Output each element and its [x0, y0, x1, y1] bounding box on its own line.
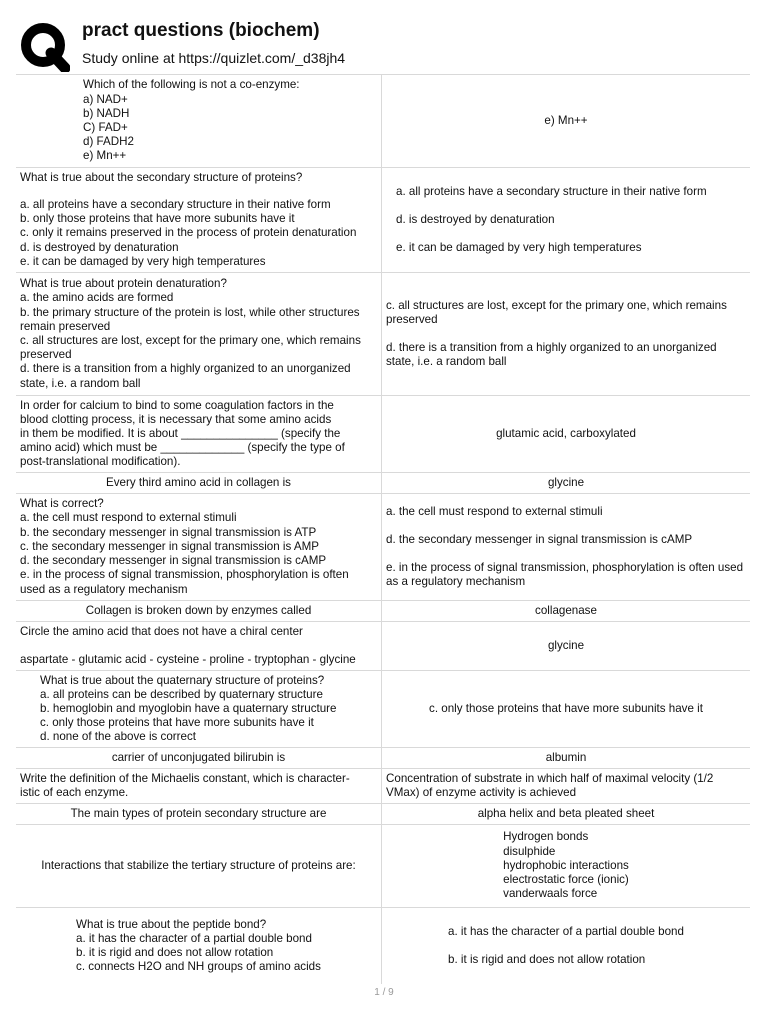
definition-line: a. the cell must respond to external stimuli [386, 504, 603, 518]
term-line: c. only those proteins that have more subunits have it [40, 716, 314, 730]
term-line: amino acid) which must be _____________ (specify the type of [20, 441, 345, 455]
card-definition [382, 494, 750, 600]
term-line: Collagen is broken down by enzymes called [85, 603, 312, 617]
card-term [16, 671, 382, 747]
card-row [16, 622, 750, 671]
card-term [16, 804, 382, 824]
page-number: 1 / 9 [374, 987, 394, 998]
definition-line: e. it can be damaged by very high temperatures [396, 241, 642, 255]
term-line: d. there is a transition from a highly organized to an unorganized state, i.e. a random ball [20, 362, 351, 390]
definition-line: a. it has the character of a partial double bond [448, 924, 684, 938]
set-url: Study online at https://quizlet.com/_d38jh4 [82, 50, 346, 66]
term-line: b. only those proteins that have more subunits have it [20, 212, 295, 226]
card-row [16, 494, 750, 601]
term-line: a. all proteins have a secondary structure in their native form [20, 197, 331, 211]
card-row [16, 473, 750, 494]
definition-line: d. the secondary messenger in signal transmission is cAMP [386, 532, 693, 546]
definition-line: a. all proteins have a secondary structure in their native form [396, 184, 707, 198]
card-row [16, 804, 750, 825]
card-row [16, 168, 750, 273]
term-line: b. hemoglobin and myoglobin have a quaternary structure [40, 701, 337, 715]
card-row [16, 671, 750, 748]
card-term [16, 396, 382, 472]
term-line: Which of the following is not a co-enzyme: [83, 78, 300, 92]
definition-line: e. in the process of signal transmission, phosphorylation is often used as a regulatory mechanism [386, 561, 744, 589]
definition-line: c. only those proteins that have more subunits have it [429, 701, 703, 715]
term-line: a. the amino acids are formed [20, 291, 174, 305]
term-line: istic of each enzyme. [20, 786, 129, 799]
definition-line: glycine [547, 475, 585, 489]
card-definition [382, 396, 750, 472]
term-line: a. the cell must respond to external stimuli [20, 511, 237, 525]
term-line: The main types of protein secondary structure are [70, 806, 327, 820]
term-line: blood clotting process, it is necessary that some amino acids [20, 412, 332, 426]
definition-line: Hydrogen bonds [503, 830, 589, 844]
card-term [16, 273, 382, 395]
definition-line: disulphide [503, 844, 556, 858]
term-line: What is true about the peptide bond? [76, 917, 267, 931]
card-term [16, 473, 382, 493]
definition-line: VMax) of enzyme activity is achieved [386, 786, 577, 799]
definition-line: Concentration of substrate in which half of maximal velocity (1/2 [386, 771, 714, 785]
term-line: What is true about the quaternary structure of proteins? [40, 673, 325, 687]
page-header [18, 18, 758, 72]
term-line: b) NADH [83, 106, 130, 120]
card-row [16, 396, 750, 473]
card-term [16, 748, 382, 768]
card-term [16, 622, 382, 670]
card-term [16, 825, 382, 907]
term-line: in them be modified. It is about _______________ (specify the [20, 426, 341, 440]
card-definition [382, 75, 750, 167]
card-definition [382, 671, 750, 747]
definition-line: d. is destroyed by denaturation [396, 212, 555, 226]
term-line: d. none of the above is correct [40, 730, 196, 744]
term-line: Every third amino acid in collagen is [106, 475, 291, 489]
term-line: e. in the process of signal transmission, phosphorylation is often used as a regulatory mechanism [20, 568, 349, 596]
card-row [16, 273, 750, 396]
card-row [16, 748, 750, 769]
definition-line: albumin [545, 750, 587, 764]
card-definition [382, 168, 750, 272]
card-row [16, 769, 750, 804]
term-line: d) FADH2 [83, 135, 134, 149]
definition-line: alpha helix and beta pleated sheet [477, 806, 655, 820]
term-line: a) NAD+ [83, 92, 128, 106]
term-line: c. only it remains preserved in the process of protein denaturation [20, 226, 357, 240]
definition-line: c. all structures are lost, except for the primary one, which remains preserved [386, 298, 727, 326]
term-line: C) FAD+ [83, 121, 128, 134]
term-line: What is true about protein denaturation? [20, 277, 227, 291]
definition-line: glutamic acid, carboxylated [496, 426, 636, 440]
term-line: b. the primary structure of the protein is lost, while other structures remain preserved [20, 305, 360, 333]
card-definition [382, 804, 750, 824]
term-line: What is true about the secondary structure of proteins? [20, 171, 303, 184]
card-definition [382, 748, 750, 768]
definition-line: hydrophobic interactions [503, 858, 629, 872]
card-term [16, 75, 382, 167]
term-line: aspartate - glutamic acid - cysteine - proline - tryptophan - glycine [20, 652, 356, 666]
card-definition [382, 769, 750, 803]
definition-line: d. there is a transition from a highly organized to an unorganized state, i.e. a random ball [386, 341, 717, 369]
definition-line: collagenase [535, 603, 597, 617]
definition-line: electrostatic force (ionic) [503, 873, 629, 887]
definition-line: glycine [547, 638, 585, 652]
card-definition [382, 825, 750, 907]
card-term [16, 908, 382, 984]
quizlet-logo-icon [18, 20, 70, 72]
definition-line: e) Mn++ [544, 113, 588, 127]
term-line: a. all proteins can be described by quaternary structure [40, 687, 323, 701]
card-term [16, 769, 382, 803]
term-line: e) Mn++ [83, 149, 127, 163]
card-row [16, 75, 750, 168]
term-line: Write the definition of the Michaelis constant, which is character- [20, 771, 350, 785]
card-row [16, 825, 750, 908]
flashcard-table [16, 74, 750, 984]
term-line: In order for calcium to bind to some coagulation factors in the [20, 398, 334, 412]
term-line: c. connects H2O and NH groups of amino acids [76, 960, 321, 974]
card-definition [382, 473, 750, 493]
card-row [16, 601, 750, 622]
term-line: b. it is rigid and does not allow rotation [76, 946, 274, 959]
definition-line: b. it is rigid and does not allow rotation [448, 953, 646, 966]
term-line: e. it can be damaged by very high temperatures [20, 254, 266, 268]
term-line: c. all structures are lost, except for the primary one, which remains preserved [20, 334, 361, 362]
set-title: pract questions (biochem) [82, 20, 320, 41]
term-line: d. is destroyed by denaturation [20, 240, 179, 254]
term-line: Circle the amino acid that does not have a chiral center [20, 625, 303, 638]
term-line: c. the secondary messenger in signal transmission is AMP [20, 539, 319, 553]
card-row [16, 908, 750, 984]
card-term [16, 494, 382, 600]
term-line: What is correct? [20, 497, 104, 511]
term-line: Interactions that stabilize the tertiary structure of proteins are: [41, 858, 356, 872]
definition-line: vanderwaals force [503, 887, 598, 901]
term-line: post-translational modification). [20, 455, 181, 469]
term-line: d. the secondary messenger in signal transmission is cAMP [20, 554, 327, 568]
card-definition [382, 273, 750, 395]
card-term [16, 601, 382, 621]
card-definition [382, 908, 750, 984]
card-definition [382, 622, 750, 670]
term-line: carrier of unconjugated bilirubin is [111, 750, 286, 764]
card-term [16, 168, 382, 272]
term-line: b. the secondary messenger in signal transmission is ATP [20, 525, 317, 539]
card-definition [382, 601, 750, 621]
term-line: a. it has the character of a partial double bond [76, 931, 312, 945]
